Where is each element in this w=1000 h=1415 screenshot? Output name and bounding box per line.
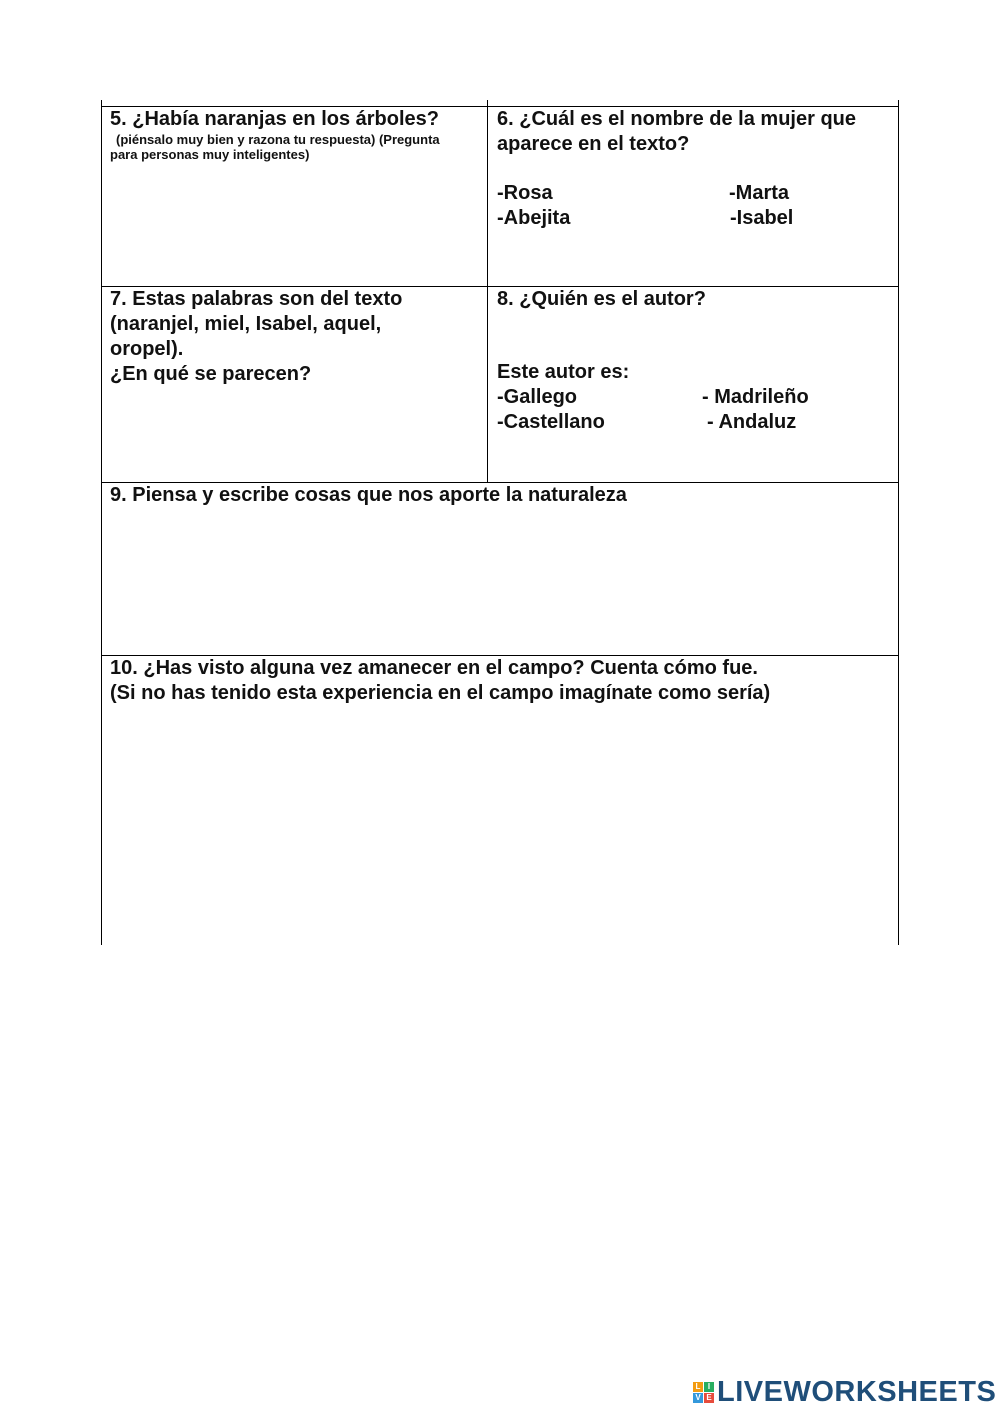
question-8-cell[interactable] xyxy=(497,287,893,435)
question-5-note-line1: (piénsalo muy bien y razona tu respuesta) (Pregunta xyxy=(116,132,440,147)
option-abejita[interactable]: -Abejita xyxy=(497,207,571,229)
question-8-title: 8. ¿Quién es el autor? xyxy=(497,288,706,310)
liveworksheets-logo[interactable] xyxy=(693,1375,996,1409)
question-6-options-row2 xyxy=(497,206,893,231)
option-isabel[interactable]: -Isabel xyxy=(730,207,794,229)
logo-letter-e: E xyxy=(704,1393,714,1403)
question-6-options-row1 xyxy=(497,181,893,206)
question-10-cell[interactable] xyxy=(110,656,892,706)
question-9-cell[interactable] xyxy=(110,483,892,508)
question-7-line4: ¿En qué se parecen? xyxy=(110,363,312,385)
question-5-title: 5. ¿Había naranjas en los árboles? xyxy=(110,108,440,130)
question-7-line1: 7. Estas palabras son del texto xyxy=(110,288,403,310)
logo-letter-i: I xyxy=(704,1382,714,1392)
question-10-line2: (Si no has tenido esta experiencia en el campo imagínate como sería) xyxy=(110,682,771,704)
table-divider-middle xyxy=(487,100,488,482)
option-madrileno[interactable]: - Madrileño xyxy=(702,386,809,408)
logo-letter-l: L xyxy=(693,1382,703,1392)
question-5-note-line2: para personas muy inteligentes) xyxy=(110,147,310,162)
option-marta[interactable]: -Marta xyxy=(729,182,790,204)
question-7-line2: (naranjel, miel, Isabel, aquel, xyxy=(110,313,382,335)
option-rosa[interactable]: -Rosa xyxy=(497,182,553,204)
logo-letter-v: V xyxy=(693,1393,703,1403)
table-border-right xyxy=(898,100,899,945)
question-8-options-row1 xyxy=(497,385,893,410)
option-andaluz[interactable]: - Andaluz xyxy=(707,411,797,433)
question-7-cell[interactable] xyxy=(110,287,482,387)
logo-mark-icon xyxy=(693,1382,714,1403)
option-gallego[interactable]: -Gallego xyxy=(497,386,578,408)
question-9-title: 9. Piensa y escribe cosas que nos aporte la naturaleza xyxy=(110,484,627,506)
option-castellano[interactable]: -Castellano xyxy=(497,411,605,433)
question-5-cell[interactable] xyxy=(110,107,482,162)
table-border-left xyxy=(101,100,102,945)
question-6-title-line2: aparece en el texto? xyxy=(497,133,690,155)
question-8-options-row2 xyxy=(497,410,893,435)
question-8-subtitle: Este autor es: xyxy=(497,361,630,383)
brand-name: LIVEWORKSHEETS xyxy=(717,1375,997,1408)
question-6-cell[interactable] xyxy=(497,107,893,231)
question-6-title-line1: 6. ¿Cuál es el nombre de la mujer que xyxy=(497,108,856,130)
question-7-line3: oropel). xyxy=(110,338,184,360)
question-10-line1: 10. ¿Has visto alguna vez amanecer en el campo? Cuenta cómo fue. xyxy=(110,657,758,679)
